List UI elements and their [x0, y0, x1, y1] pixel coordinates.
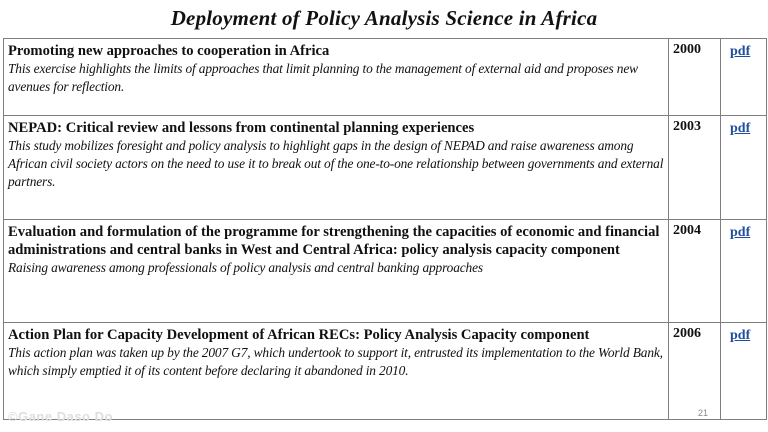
table-row — [4, 323, 767, 420]
pdf-link[interactable]: pdf — [730, 44, 751, 59]
pdf-cell — [721, 39, 767, 116]
publication-year: 2003 — [669, 116, 721, 220]
publication-title: Action Plan for Capacity Development of African RECs: Policy Analysis Capacity component — [8, 327, 590, 343]
page-number: 21 — [698, 408, 709, 418]
publication-description: This exercise highlights the limits of approaches that limit planning to the management of external aid and proposes new avenues for reflection. — [8, 61, 638, 94]
table-row — [4, 39, 767, 116]
slide-title: Deployment of Policy Analysis Science in Africa — [170, 6, 598, 30]
publication-cell — [4, 116, 669, 220]
pdf-link[interactable]: pdf — [730, 328, 751, 343]
pdf-cell — [721, 323, 767, 420]
publication-description: This action plan was taken up by the 2007 G7, which undertook to support it, entrusted its implementation to the World Bank, which simply emptied it of its content before declaring it abandoned in 2010. — [8, 345, 663, 378]
publication-title: NEPAD: Critical review and lessons from continental planning experiences — [8, 120, 475, 136]
publication-title: Promoting new approaches to cooperation in Africa — [8, 43, 330, 59]
publication-year: 2004 — [669, 220, 721, 323]
publication-year: 2006 — [669, 323, 721, 420]
watermark: ©Gane Daso Do — [8, 409, 113, 424]
publication-cell — [4, 323, 669, 420]
pdf-link[interactable]: pdf — [730, 225, 751, 240]
publication-description: This study mobilizes foresight and policy analysis to highlight gaps in the design of NEPAD and raise awareness among African civil society actors on the need to use it to break out of the one-to-one relationship between governments and external partners. — [8, 138, 664, 189]
publication-cell — [4, 39, 669, 116]
publication-year: 2000 — [669, 39, 721, 116]
pdf-link[interactable]: pdf — [730, 121, 751, 136]
pdf-cell — [721, 220, 767, 323]
table-row — [4, 220, 767, 323]
pdf-cell — [721, 116, 767, 220]
publication-title: Evaluation and formulation of the programme for strengthening the capacities of economic and financial administrations and central banks in West and Central Africa: policy analysis capacity component — [8, 224, 660, 258]
table-row — [4, 116, 767, 220]
publications-table — [3, 38, 767, 420]
publication-cell — [4, 220, 669, 323]
publication-description: Raising awareness among professionals of policy analysis and central banking approaches — [8, 260, 483, 275]
